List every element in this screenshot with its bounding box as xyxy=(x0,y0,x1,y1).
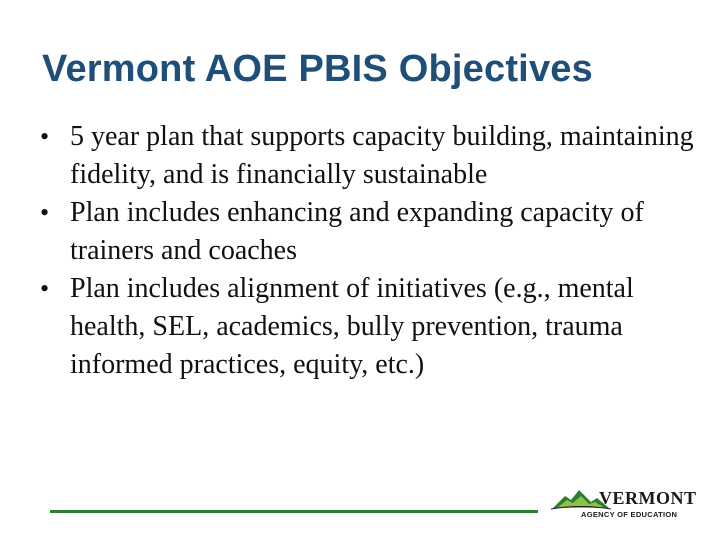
logo-subtitle: AGENCY OF EDUCATION xyxy=(581,510,678,519)
bullet-dot: • xyxy=(40,122,50,151)
bullet-item xyxy=(36,270,696,384)
bullet-text: 5 year plan that supports capacity building, maintaining fidelity, and is financially sustainable xyxy=(70,121,694,190)
bullet-item xyxy=(36,118,696,194)
bullet-text: Plan includes alignment of initiatives (e.g., mental health, SEL, academics, bully prevention, trauma informed practices, equity, etc.) xyxy=(70,273,634,380)
bullet-list xyxy=(36,118,696,384)
bullet-dot: • xyxy=(40,198,50,227)
slide-title: Vermont AOE PBIS Objectives xyxy=(42,48,593,90)
footer-rule xyxy=(50,510,538,513)
vermont-aoe-logo xyxy=(551,486,697,522)
bullet-item xyxy=(36,194,696,270)
bullet-text: Plan includes enhancing and expanding capacity of trainers and coaches xyxy=(70,197,644,266)
bullet-dot: • xyxy=(40,274,50,303)
logo-wordmark: VERMONT xyxy=(599,488,697,508)
